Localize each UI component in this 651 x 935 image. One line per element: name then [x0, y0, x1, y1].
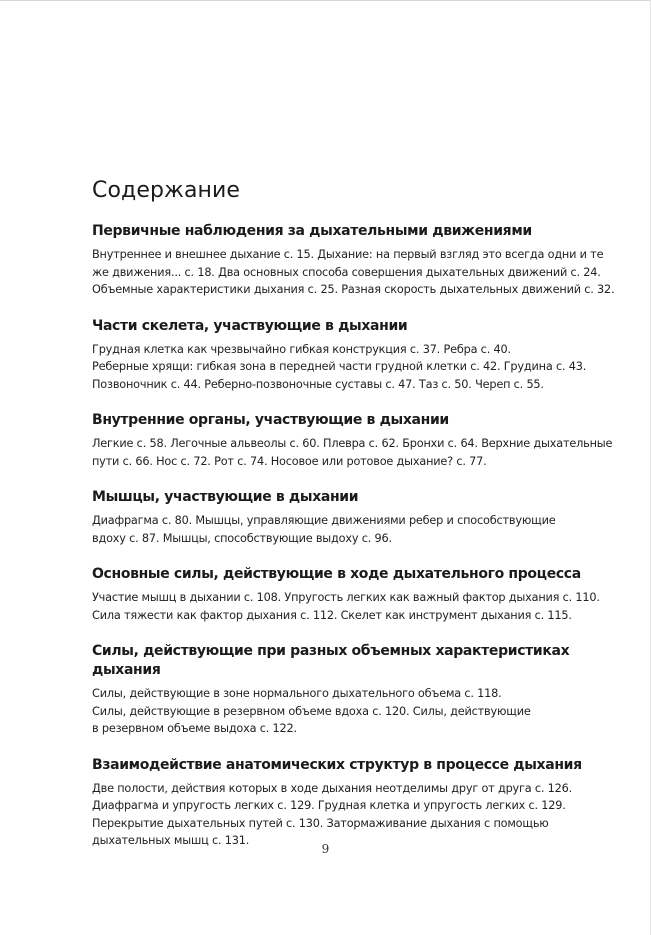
section-entries: [92, 246, 615, 299]
toc-section-1: [92, 222, 615, 299]
section-entry-line: Внутреннее и внешнее дыхание с. 15. Дыхание: на первый взгляд это всегда одни и те: [92, 248, 604, 261]
section-entry-line: пути с. 66. Нос с. 72. Рот с. 74. Носовое или ротовое дыхание? с. 77.: [92, 454, 487, 468]
toc-section-2: [92, 317, 587, 394]
toc-section-5: [92, 565, 600, 624]
section-entries: [92, 589, 600, 624]
page-title: Содержание: [92, 178, 241, 203]
section-heading-line: Взаимодействие анатомических структур в процессе дыхания: [92, 756, 582, 773]
section-entry-line: Легкие с. 58. Легочные альвеолы с. 60. Плевра с. 62. Бронхи с. 64. Верхние дыхательные: [92, 437, 613, 450]
section-entries: [92, 512, 582, 547]
section-entries: [92, 341, 587, 394]
table-of-contents: [92, 176, 615, 868]
section-entry-line: вдоху с. 87. Мышцы, способствующие выдоху с. 96.: [92, 531, 392, 545]
toc-section-6: [92, 642, 582, 738]
section-heading-line: Основные силы, действующие в ходе дыхательного процесса: [92, 566, 581, 582]
section-heading-line: Силы, действующие при разных объемных характеристиках: [92, 643, 570, 659]
section-entry-line: Грудная клетка как чрезвычайно гибкая конструкция с. 37. Ребра с. 40.: [92, 342, 511, 356]
section-entry-line: Участие мышц в дыхании с. 108. Упругость легких как важный фактор дыхания с. 110.: [92, 591, 600, 604]
section-heading: [92, 317, 582, 336]
section-entry-line: Сила тяжести как фактор дыхания с. 112. Скелет как инструмент дыхания с. 115.: [92, 608, 572, 622]
section-entry-line: же движения... с. 18. Два основных способа совершения дыхательных движений с. 24.: [92, 265, 601, 279]
section-heading: [92, 565, 582, 584]
toc-section-4: [92, 488, 582, 547]
section-heading: [92, 642, 582, 680]
page-top-edge: [0, 0, 651, 1]
section-entries: [92, 780, 582, 850]
section-heading: [92, 756, 582, 775]
section-entry-line: Силы, действующие в резервном объеме вдоха с. 120. Силы, действующие: [92, 704, 531, 718]
section-heading: [92, 488, 582, 507]
section-entry-line: Позвоночник с. 44. Реберно-позвоночные суставы с. 47. Таз с. 50. Череп с. 55.: [92, 377, 544, 391]
section-heading: [92, 411, 582, 430]
section-heading-line: Внутренние органы, участвующие в дыхании: [92, 412, 449, 428]
section-heading-line: Части скелета, участвующие в дыхании: [92, 317, 408, 334]
section-entry-line: Силы, действующие в зоне нормального дыхательного объема с. 118.: [92, 687, 502, 700]
section-entry-line: Две полости, действия которых в ходе дыхания неотделимы друг от друга с. 126.: [92, 781, 573, 795]
section-heading-line: дыхания: [92, 662, 161, 678]
section-entry-line: Диафрагма и упругость легких с. 129. Грудная клетка и упругость легких с. 129.: [92, 799, 566, 812]
section-entry-line: Перекрытие дыхательных путей с. 130. Затормаживание дыхания с помощью: [92, 816, 549, 830]
section-heading-line: Первичные наблюдения за дыхательными движениями: [92, 223, 532, 239]
section-heading-line: Мышцы, участвующие в дыхании: [92, 489, 359, 505]
section-heading: [92, 222, 582, 241]
section-entries: [92, 435, 613, 470]
section-entry-line: дыхательных мышц с. 131.: [92, 834, 250, 847]
section-entry-line: в резервном объеме выдоха с. 122.: [92, 722, 297, 735]
section-entries: [92, 685, 582, 738]
toc-section-7: [92, 756, 582, 850]
page-number: 9: [321, 842, 330, 856]
section-entry-line: Объемные характеристики дыхания с. 25. Разная скорость дыхательных движений с. 32.: [92, 283, 615, 296]
section-entry-line: Реберные хрящи: гибкая зона в передней части грудной клетки с. 42. Грудина с. 43.: [92, 360, 587, 373]
toc-section-3: [92, 411, 613, 470]
section-entry-line: Диафрагма с. 80. Мышцы, управляющие движениями ребер и способствующие: [92, 514, 556, 527]
